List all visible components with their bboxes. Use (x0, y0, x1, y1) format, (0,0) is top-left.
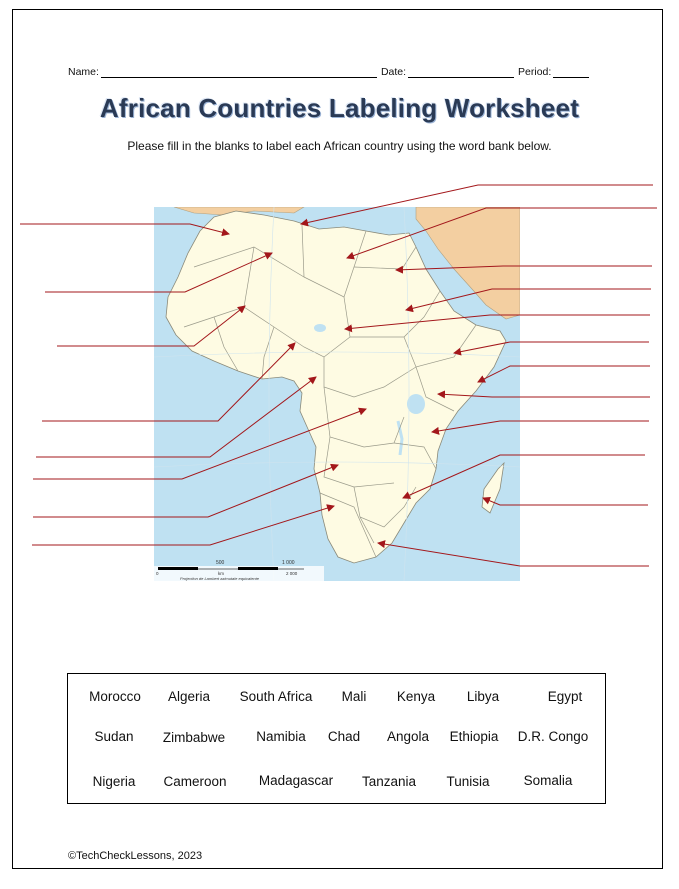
word-bank-item: Mali (341, 689, 367, 704)
name-label: Name: (68, 66, 99, 78)
word-bank-item: Morocco (89, 689, 141, 704)
period-field[interactable] (553, 67, 589, 78)
worksheet-instructions: Please fill in the blanks to label each African country using the word bank below. (127, 139, 552, 153)
lake-chad (314, 324, 326, 332)
projection-note: Projection de Lambert azimutale equivalente (180, 576, 259, 581)
word-bank-item: Namibia (256, 729, 306, 744)
copyright-footer: ©TechCheckLessons, 2023 (68, 850, 203, 862)
africa-map (154, 207, 520, 581)
scale-label-2000: 2 000 (286, 571, 298, 576)
name-field[interactable] (101, 67, 377, 78)
word-bank-item: Ethiopia (449, 729, 499, 744)
word-bank-item: Libya (466, 689, 500, 704)
word-bank-item: Kenya (396, 689, 436, 704)
date-label: Date: (380, 66, 407, 78)
word-bank-item: Nigeria (92, 774, 136, 789)
word-bank (67, 673, 606, 804)
word-bank-item: Algeria (167, 689, 211, 704)
word-bank-item: Tunisia (446, 774, 490, 789)
word-bank-item: Egypt (547, 689, 583, 704)
scale-label-500: 500 (216, 560, 225, 566)
word-bank-item: Zimbabwe (162, 730, 226, 745)
word-bank-item: Angola (386, 729, 430, 744)
word-bank-item: Sudan (94, 729, 134, 744)
word-bank-item: Tanzania (361, 774, 417, 789)
student-info-row (68, 66, 608, 78)
word-bank-item: Chad (327, 729, 361, 744)
worksheet-title: African Countries Labeling Worksheet (99, 93, 580, 123)
word-bank-item: Madagascar (258, 773, 334, 788)
date-field[interactable] (408, 67, 514, 78)
word-bank-item: D.R. Congo (517, 729, 589, 744)
period-label: Period: (518, 66, 552, 78)
word-bank-item: South Africa (239, 689, 313, 704)
scale-label-1000: 1 000 (282, 560, 295, 566)
scale-label-km: km (218, 571, 224, 576)
word-bank-item: Cameroon (163, 774, 227, 789)
scale-label-0: 0 (156, 571, 159, 576)
lake-victoria (407, 394, 425, 414)
word-bank-item: Somalia (523, 773, 573, 788)
